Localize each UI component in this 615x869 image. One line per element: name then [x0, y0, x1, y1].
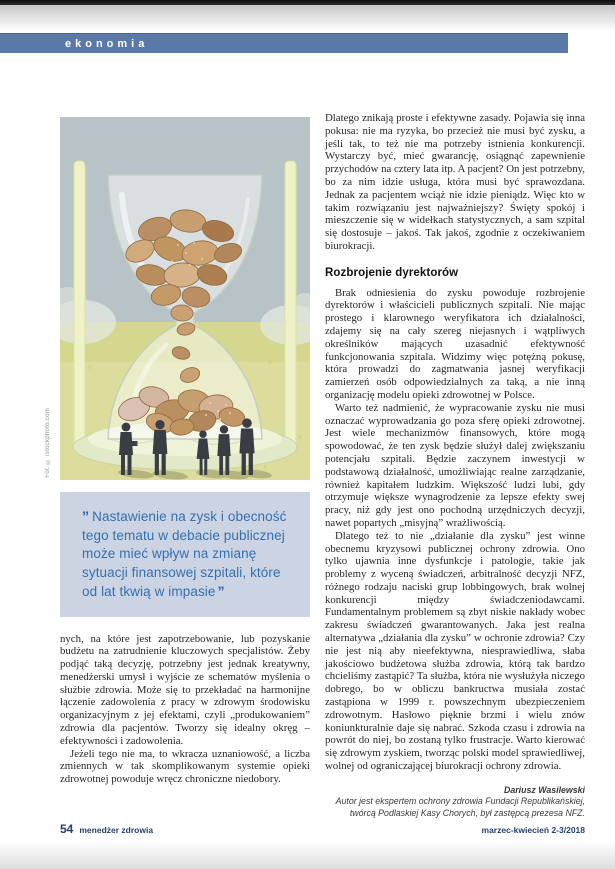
paragraph: Brak odniesienia do zysku powoduje rozbrojenie dyrektorów i właścicieli publicznych szpitali. Nie mając prostego i klarownego weryfikatora ich działalności, zdajemy się na cały szereg niejasnych i wątpliwych określników mających uzasadnić efektywność funkcjonowania szpitala. Widzimy więc potężną pokusę, która prowadzi do zagmatwania jasnej weryfikacji zamierzeń osób odpowiedzialnych za taką, a nie inną organizację modelu opieki zdrowotnej w Polsce. — [325, 286, 585, 401]
paragraph: Dlatego znikają proste i efektywne zasady. Pojawia się inna pokusa: nie ma ryzyka, bo przecież nie musi być zysku, a jeśli tak, to też nie ma potrzeby istnienia konkurencji. Wystarczy być, mieć gwarancję, osiągnąć zapewnienie przychodów na cztery lata itp. A pacjent? On jest potrzebny, bo za nim idzie usługa, która musi być sprawozdana. Jednak za pacjentem wciąż nie idzie pieniądz. Więc kto w takim rozwiązaniu jest najważniejszy? Święty spokój i mieszczenie się w widełkach statystycznych, a sam szpital się dostosuje – jakoś. Tak jakoś, zgodnie z oczekiwaniem biurokracji. — [325, 112, 585, 252]
author-bio: Autor jest ekspertem ochrony zdrowia Fundacji Republikańskiej, twórcą Podlaskiej Kasy Chorych, był zastępcą prezesa NFZ. — [335, 796, 585, 818]
byline — [325, 785, 585, 820]
right-column — [325, 108, 585, 819]
page-bottom-shading — [0, 841, 615, 869]
left-column — [45, 108, 310, 819]
magazine-title: menedżer zdrowia — [79, 825, 154, 835]
issue-label: marzec-kwiecień 2-3/2018 — [481, 825, 585, 835]
hourglass-coins-illustration — [45, 117, 310, 480]
pull-quote — [60, 492, 310, 617]
author-name: Dariusz Wasilewski — [503, 784, 585, 795]
paragraph: nych, na które jest zapotrzebowanie, lub pozyskanie budżetu na zatrudnienie kluczowych specjalistów. Żeby podjąć taką decyzję, potrzebny jest jednak kreatywny, menedżerski umysł i wyjście ze schematów myślenia o służbie zdrowia. Może się to przekładać na harmonijne łączenie zadowolenia z pracy w zdrowym środowisku organizacyjnym z jej efektami, czyli „produkowaniem” zdrowia dla pacjentów. Tworzy się idealny okręg – efektywności i zadowolenia. — [60, 632, 310, 747]
paragraph: Jeżeli tego nie ma, to wkracza uznaniowość, a liczba zmiennych w tak skomplikowanym systemie opieki zdrowotnej powoduje wręcz chroniczne niedobory. — [60, 747, 310, 786]
paragraph: Dlatego też to nie „działanie dla zysku” jest winne obecnemu kryzysowi publicznej ochrony zdrowia. Ono tylko ujawnia inne dysfunkcje i patologie, takie jak problemy z wyceną świadczeń, arbitralność decyzji NFZ, różnego rodzaju naciski grup lobbingowych, brak wolnej konkurencji między świadczeniodawcami. Fundamentalnym problemem są zbyt niskie nakłady wobec zakresu świadczeń gwarantowanych. Jaka jest realna alternatywa „działania dla zysku” w ochronie zdrowia? Czy nie jest nią aby nieefektywna, niesprawiedliwa, słaba jakościowo budżetowa służba zdrowia, którą tak bardzo chcieliśmy zastąpić? Ta służba, która nie wysłużyła niczego dobrego, bo w obliczu bankructwa musiała zostać zastąpiona w 1999 r. powszechnym ubezpieczeniem zdrowotnym. Hasłowo pięknie brzmi i wielu znów koniunkturalnie daje się nabrać. Szkoda czasu i zdrowia na powrót do niej, bo zostaną tylko frustracje. Warto kierować się zdrowym zyskiem, tworząc polski model sprawiedliwej, wolnej od ograniczającej biurokracji ochrony zdrowia. — [325, 529, 585, 773]
section-header-bar — [0, 33, 568, 53]
quote-open-mark: ” — [82, 508, 90, 524]
article-body — [45, 108, 585, 819]
footer-left — [60, 820, 153, 838]
page-number: 54 — [60, 822, 74, 836]
section-label: ekonomia — [65, 37, 149, 50]
hourglass-illustration-graphic — [60, 117, 310, 480]
quote-close-mark: ” — [217, 583, 225, 599]
left-column-text — [60, 633, 310, 787]
page-footer — [60, 820, 585, 838]
section-subheading: Rozbrojenie dyrektorów — [325, 266, 459, 279]
photo-credit: Fot. © istockphoto.com — [45, 408, 51, 478]
paragraph: Warto też nadmienić, że wypracowanie zysku nie musi oznaczać wyprowadzania go poza sferę opieki zdrowotnej. Jest wiele mechanizmów finansowych, które mogą spowodować, że ten zysk będzie służył dalej zwiększaniu potencjału szpitali. Będzie zaczynem inwestycji w podstawową działalność, umożliwiając realne zarządzanie, również kapitałem ludzkim. Większość ludzi lubi, gdy otrzymuje większe wynagrodzenie za lepsze efekty swej pracy, niż gdy jest ono pochodną urzędniczych decyzji, nawet popartych „misyjną” wrażliwością. — [325, 401, 585, 529]
pull-quote-text: Nastawienie na zysk i obecność tego tematu w debacie publicznej może mieć wpływ na zmianę sytuacji finansowej szpitali, które od lat tkwią w impasie — [82, 509, 287, 599]
page-top-shading — [0, 5, 615, 31]
